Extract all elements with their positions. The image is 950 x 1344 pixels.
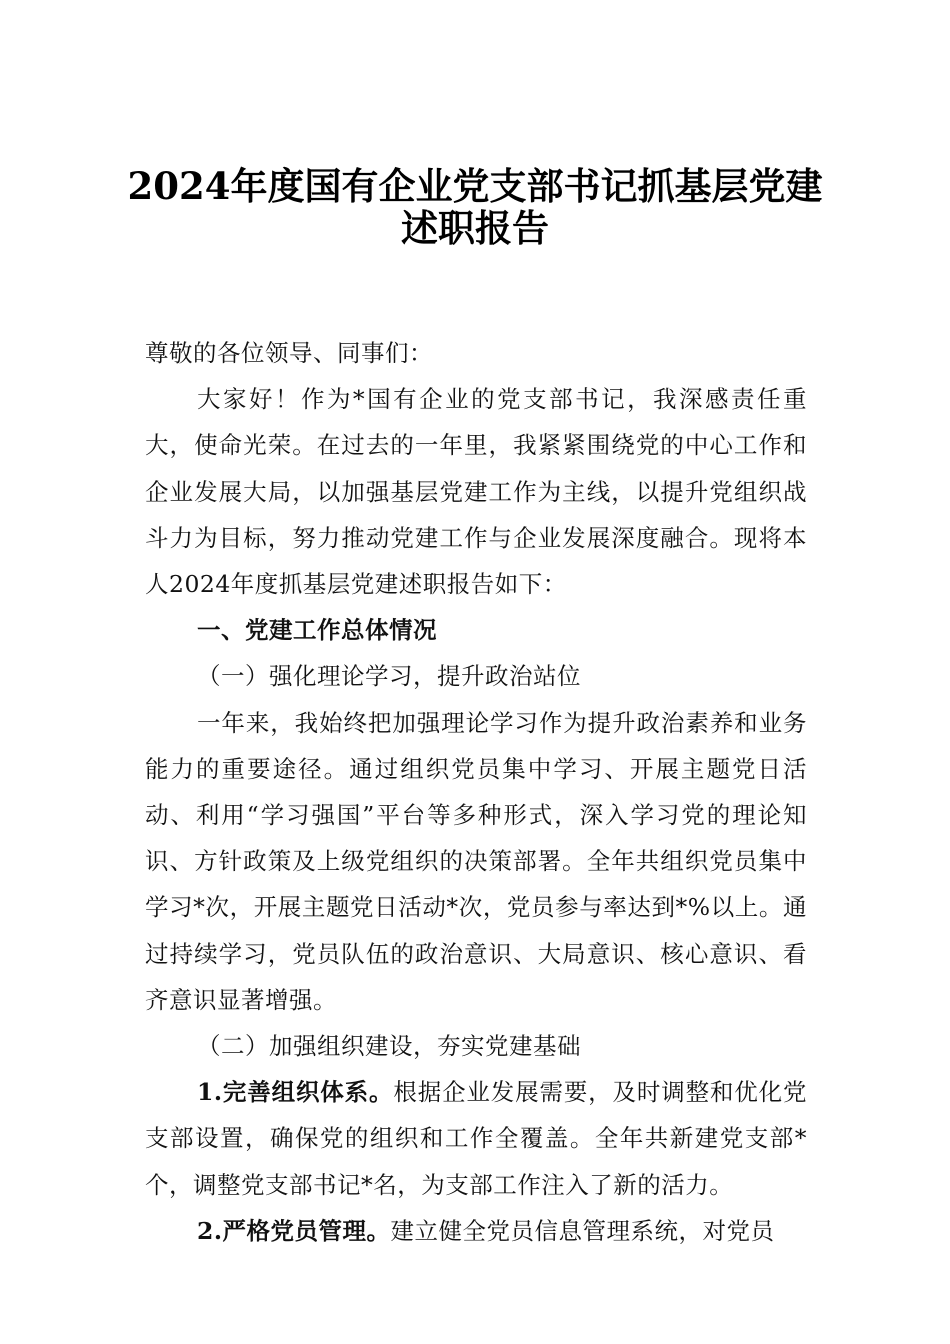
item-1-lead: 1.完善组织体系。 (197, 1078, 394, 1107)
document-title-line-2: 述职报告 (401, 206, 549, 250)
intro-paragraph: 大家好！作为*国有企业的党支部书记，我深感责任重大，使命光荣。在过去的一年里，我紧紧围绕党的中心工作和企业发展大局，以加强基层党建工作为主线，以提升党组织战斗力为目标，努力推动党建工作与企业发展深度融合。现将本人2024年度抓基层党建述职报告如下： (145, 385, 807, 599)
subsection-heading-1: （一）强化理论学习，提升政治站位 (197, 662, 581, 691)
item-2-text: 建立健全党员信息管理系统，对党员 (390, 1216, 775, 1245)
section-heading-1: 一、党建工作总体情况 (197, 616, 437, 645)
document-body (145, 330, 807, 1254)
subsection-heading-2: （二）加强组织建设，夯实党建基础 (197, 1032, 581, 1061)
item-1-paragraph (145, 1069, 807, 1208)
item-2-lead: 2.严格党员管理。 (197, 1216, 391, 1245)
item-1-text: 根据企业发展需要，及时调整和优化党支部设置，确保党的组织和工作全覆盖。全年共新建党支部*个，调整党支部书记*名，为支部工作注入了新的活力。 (145, 1078, 807, 1199)
item-2-paragraph (145, 1208, 807, 1254)
salutation: 尊敬的各位领导、同事们： (145, 339, 433, 367)
document-title-line-1: 2024年度国有企业党支部书记抓基层党建 (127, 164, 823, 208)
subsection-1-paragraph: 一年来，我始终把加强理论学习作为提升政治素养和业务能力的重要途径。通过组织党员集中学习、开展主题党日活动、利用“学习强国”平台等多种形式，深入学习党的理论知识、方针政策及上级党组织的决策部署。全年共组织党员集中学习*次，开展主题党日活动*次，党员参与率达到*%以上。通过持续学习，党员队伍的政治意识、大局意识、核心意识、看齐意识显著增强。 (145, 708, 807, 1014)
